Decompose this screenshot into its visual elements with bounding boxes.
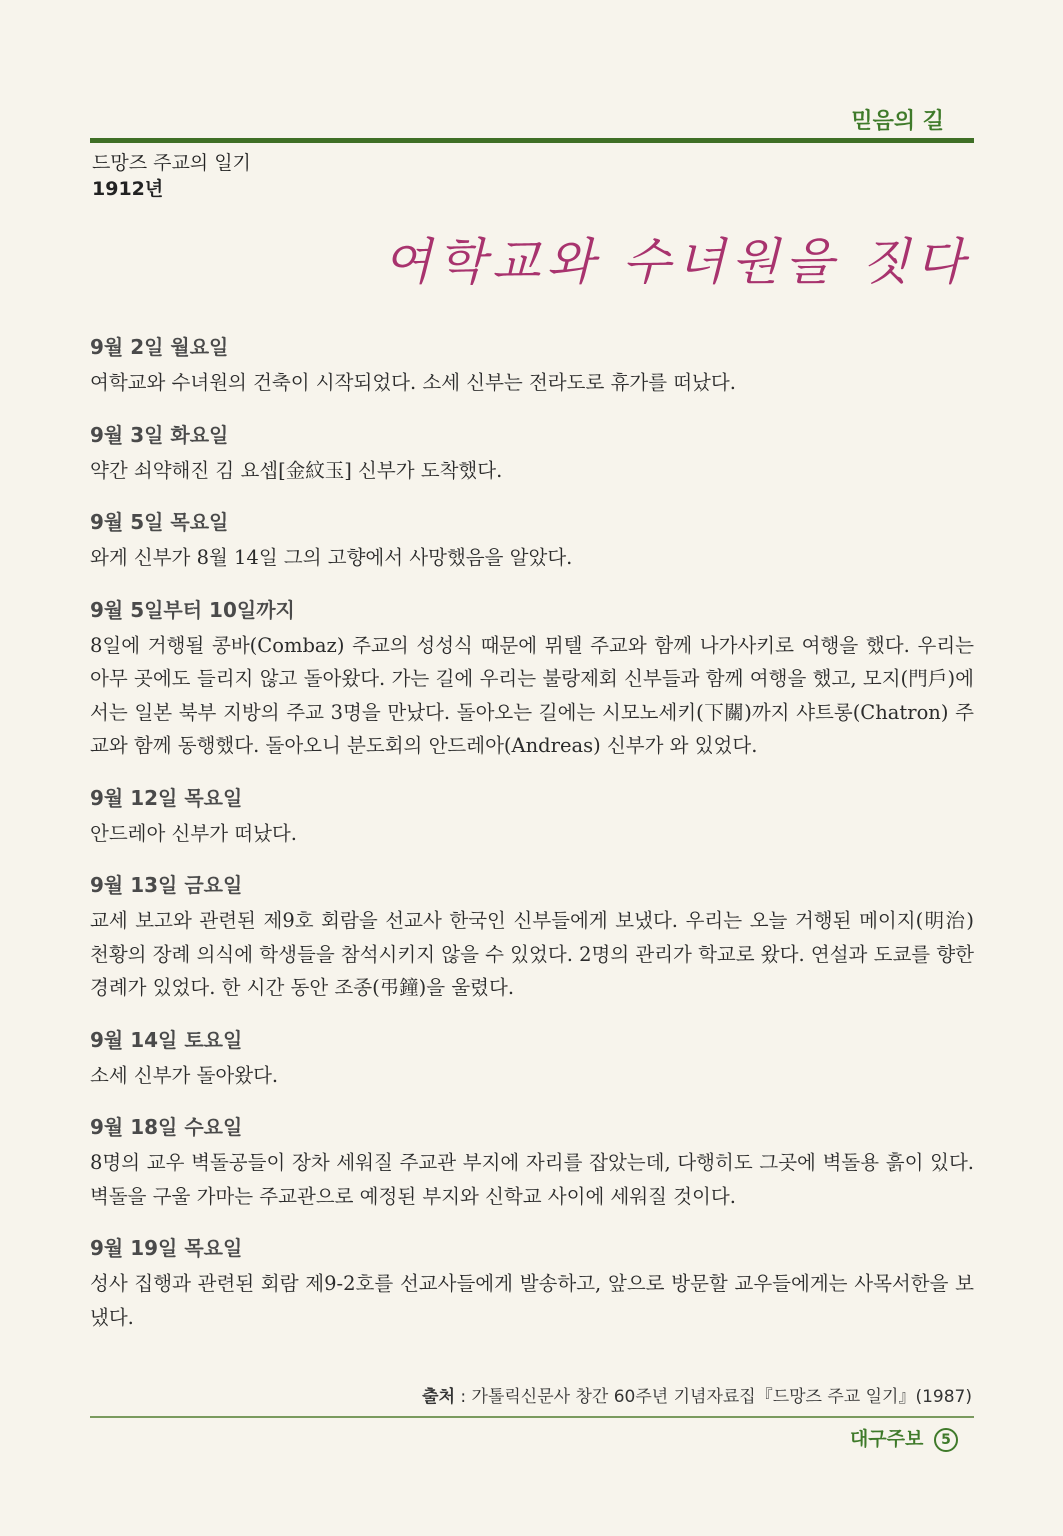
entry-text: 여학교와 수녀원의 건축이 시작되었다. 소세 신부는 전라도로 휴가를 떠났다.: [90, 371, 736, 394]
entry-text: 안드레아 신부가 떠났다.: [90, 821, 297, 845]
diary-entry: [90, 593, 974, 763]
diary-entries: [90, 330, 974, 1352]
entry-text: 8명의 교우 벽돌공들이 장차 세워질 주교관 부지에 자리를 잡았는데, 다행히도 그곳에 벽돌용 흙이 있다. 벽돌을 구울 가마는 주교관으로 예정된 부지와 신학교 사이에 세워질 것이다.: [90, 1151, 974, 1208]
diary-entry: [90, 505, 974, 575]
series-year: 1912년: [92, 178, 164, 200]
publication-name: 대구주보: [849, 1428, 924, 1450]
entry-date: 9월 19일 목요일: [90, 1236, 243, 1260]
bottom-divider: [90, 1416, 974, 1418]
diary-entry: [90, 868, 974, 1005]
article-title: 여학교와 수녀원을 짓다: [383, 233, 970, 291]
entry-text: 와게 신부가 8월 14일 그의 고향에서 사망했음을 알았다.: [90, 546, 573, 569]
entry-date: 9월 18일 수요일: [90, 1115, 243, 1139]
series-name: 드망즈 주교의 일기: [92, 152, 251, 174]
entry-text: 성사 집행과 관련된 회람 제9-2호를 선교사들에게 발송하고, 앞으로 방문할 교우들에게는 사목서한을 보냈다.: [90, 1272, 974, 1329]
source-citation: [422, 1382, 972, 1407]
diary-entry: [90, 418, 974, 488]
entry-text: 8일에 거행될 콩바(Combaz) 주교의 성성식 때문에 뮈텔 주교와 함께 나가사키로 여행을 했다. 우리는 아무 곳에도 들리지 않고 돌아왔다. 가는 길에 우리는 불랑제회 신부들과 함께 여행을 했고, 모지(門戶)에서는 일본 북부 지방의 주교 3명을 만났다. 돌아오는 길에는 시모노세키(下關)까지 샤트롱(Chatron) 주교와 함께 동행했다. 돌아오니 분도회의 안드레아(Andreas) 신부가 와 있었다.: [90, 633, 974, 757]
diary-entry: [90, 1023, 974, 1093]
diary-entry: [90, 330, 974, 400]
entry-date: 9월 3일 화요일: [90, 422, 229, 447]
page: [90, 0, 974, 1536]
page-footer: [850, 1424, 958, 1452]
entry-date: 9월 2일 월요일: [90, 335, 229, 359]
section-label: 믿음의 길: [851, 109, 944, 134]
top-divider: [90, 138, 974, 143]
series-heading: [92, 150, 251, 202]
entry-date: 9월 12일 목요일: [90, 785, 243, 810]
entry-date: 9월 14일 토요일: [90, 1027, 243, 1052]
entry-date: 9월 5일 목요일: [90, 510, 229, 534]
diary-entry: [90, 1110, 974, 1213]
entry-date: 9월 13일 금요일: [90, 873, 243, 897]
entry-text: 약간 쇠약해진 김 요셉[金紋玉] 신부가 도착했다.: [90, 458, 503, 482]
entry-text: 소세 신부가 돌아왔다.: [90, 1063, 279, 1087]
diary-entry: [90, 1231, 974, 1334]
entry-date: 9월 5일부터 10일까지: [90, 597, 295, 622]
entry-text: 교세 보고와 관련된 제9호 회람을 선교사 한국인 신부들에게 보냈다. 우리는 오늘 거행된 메이지(明治) 천황의 장례 의식에 학생들을 참석시키지 않을 수 있었다. 2명의 관리가 학교로 왔다. 연설과 도쿄를 향한 경례가 있었다. 한 시간 동안 조종(弔鐘)을 울렸다.: [90, 909, 974, 999]
page-number: 5: [934, 1428, 958, 1452]
source-label: 출처: [422, 1387, 455, 1407]
diary-entry: [90, 781, 974, 851]
source-text: : 가톨릭신문사 창간 60주년 기념자료집『드망즈 주교 일기』(1987): [455, 1387, 972, 1407]
